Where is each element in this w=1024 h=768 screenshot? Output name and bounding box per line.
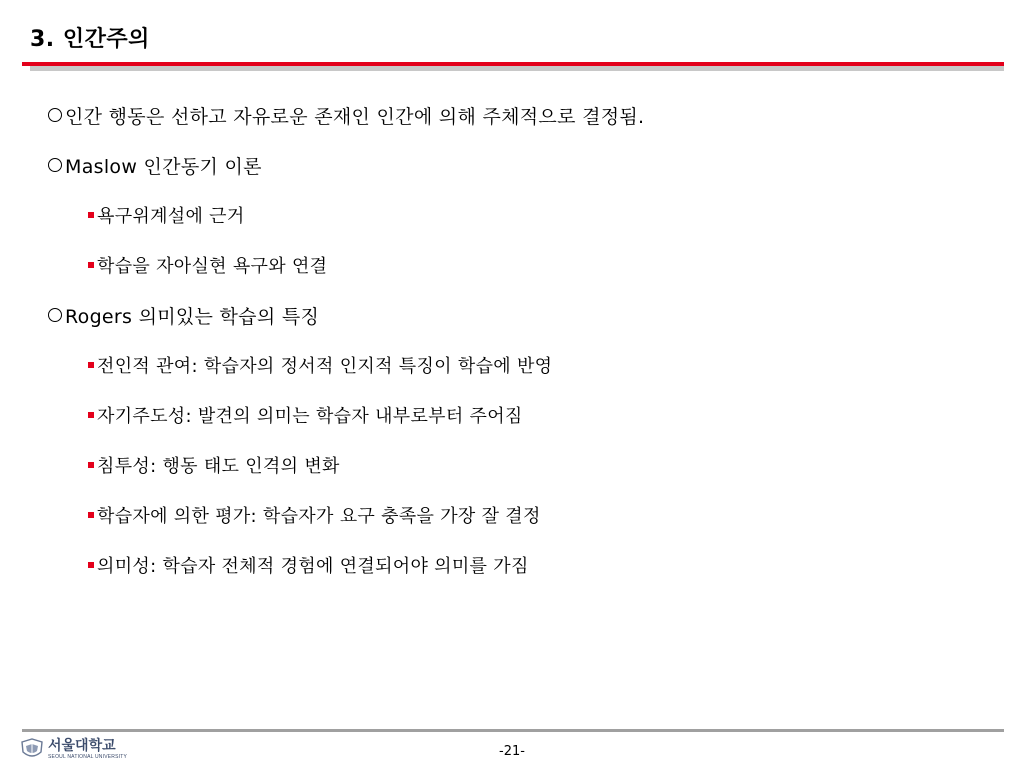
- sub-bullet-item: [48, 340, 998, 390]
- sub-bullet-text: 학습자에 의한 평가: 학습자가 요구 충족을 가장 잘 결정: [97, 506, 541, 527]
- logo-korean-text: 서울대학교: [48, 737, 116, 754]
- sub-bullet-item: [48, 240, 998, 290]
- sub-bullet-text: 자기주도성: 발견의 의미는 학습자 내부로부터 주어짐: [97, 406, 523, 427]
- footer-rule: [22, 729, 1004, 732]
- circle-bullet-icon: [48, 308, 62, 322]
- logo-english-text: SEOUL NATIONAL UNIVERSITY: [48, 753, 127, 760]
- circle-bullet-icon: [48, 108, 62, 122]
- sub-bullet-item: [48, 390, 998, 440]
- sub-bullet-item: [48, 490, 998, 540]
- sub-bullet-item: [48, 190, 998, 240]
- circle-bullet-icon: [48, 158, 62, 172]
- bullet-text: 인간 행동은 선하고 자유로운 존재인 인간에 의해 주체적으로 결정됨.: [65, 105, 645, 128]
- sub-bullet-text: 의미성: 학습자 전체적 경험에 연결되어야 의미를 가짐: [97, 556, 529, 577]
- bullet-text: Rogers 의미있는 학습의 특징: [65, 305, 320, 328]
- sub-bullet-text: 학습을 자아실현 욕구와 연결: [97, 256, 328, 277]
- square-bullet-icon: [88, 362, 94, 368]
- sub-bullet-text: 전인적 관여: 학습자의 정서적 인지적 특징이 학습에 반영: [97, 356, 553, 377]
- title-underline-gray: [30, 66, 1004, 71]
- sub-bullet-item: [48, 540, 998, 590]
- sub-bullet-text: 욕구위계설에 근거: [97, 206, 245, 227]
- square-bullet-icon: [88, 412, 94, 418]
- bullet-item: [48, 140, 998, 190]
- sub-bullet-text: 침투성: 행동 태도 인격의 변화: [97, 456, 340, 477]
- square-bullet-icon: [88, 462, 94, 468]
- sub-bullet-item: [48, 440, 998, 490]
- square-bullet-icon: [88, 562, 94, 568]
- square-bullet-icon: [88, 262, 94, 268]
- page-number: -21-: [499, 744, 525, 759]
- bullet-item: [48, 290, 998, 340]
- square-bullet-icon: [88, 212, 94, 218]
- bullet-item: [48, 90, 998, 140]
- square-bullet-icon: [88, 512, 94, 518]
- slide-content: [48, 90, 998, 590]
- slide-title: 3. 인간주의: [30, 27, 150, 52]
- bullet-text: Maslow 인간동기 이론: [65, 155, 262, 178]
